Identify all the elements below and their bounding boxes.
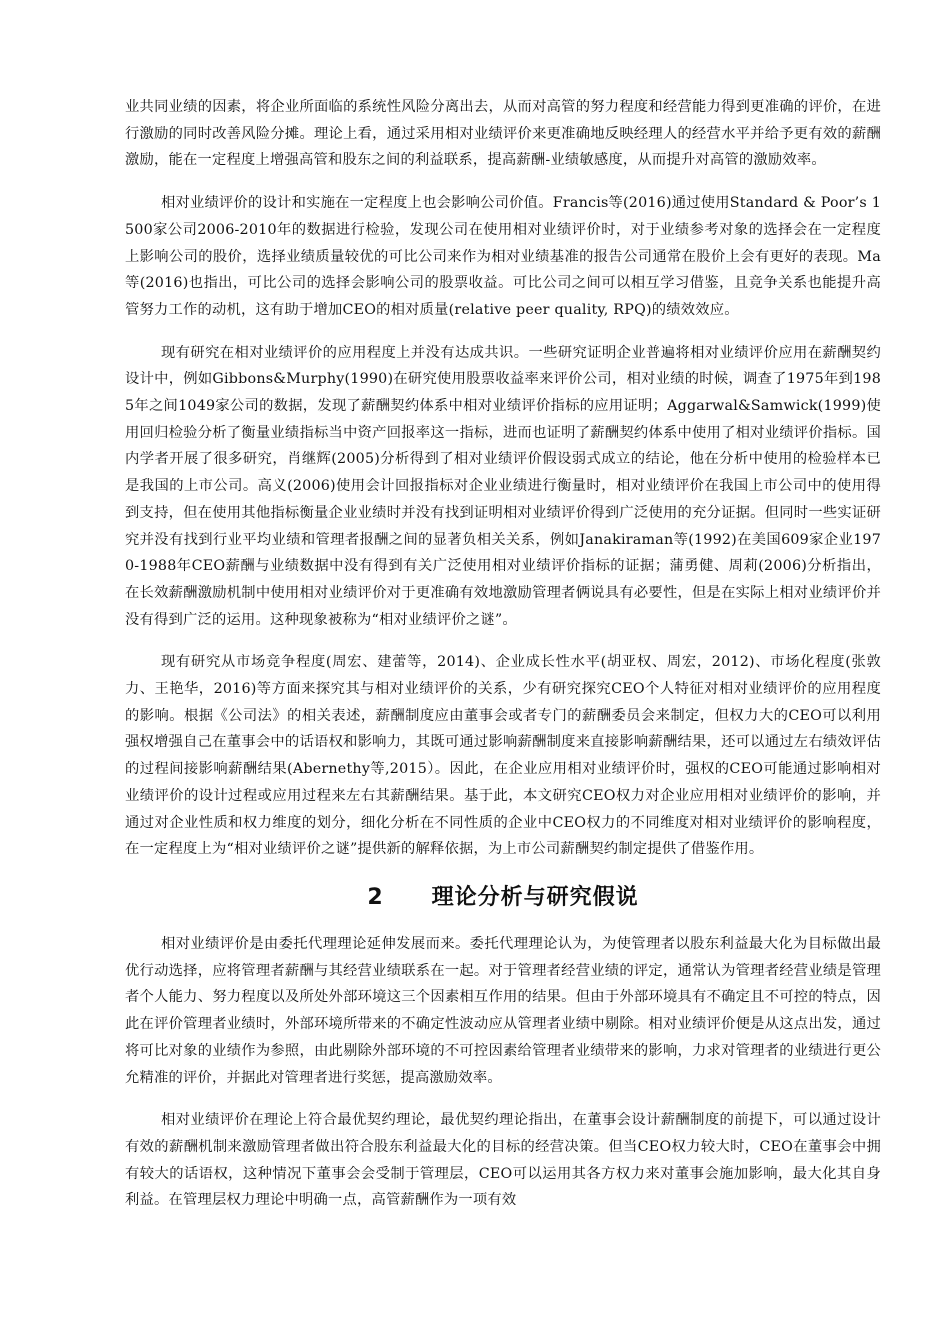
- body-paragraph: 相对业绩评价在理论上符合最优契约理论，最优契约理论指出，在董事会设计薪酬制度的前提下，可以通过设计有效的薪酬机制来激励管理者做出符合股东利益最大化的目标的经营决策。但当CEO权力较大时，CEO在董事会中拥有较大的话语权，这种情况下董事会会受制于管理层，CEO可以运用其各方权力来对董事会施加影响，最大化其自身利益。在管理层权力理论中明确一点，高管薪酬作为一项有效: [125, 1112, 881, 1209]
- section-heading: [125, 883, 881, 913]
- section-title: 理论分析与研究假说: [431, 884, 639, 910]
- body-paragraph: 业共同业绩的因素，将企业所面临的系统性风险分离出去，从而对高管的努力程度和经营能力得到更准确的评价，在进行激励的同时改善风险分摊。理论上看，通过采用相对业绩评价来更准确地反映经理人的经营水平并给予更有效的薪酬激励，能在一定程度上增强高管和股东之间的利益联系，提高薪酬-业绩敏感度，从而提升对高管的激励效率。: [125, 99, 881, 169]
- body-paragraph: 现有研究从市场竞争程度(周宏、建蕾等，2014)、企业成长性水平(胡亚权、周宏，2012)、市场化程度(张敦力、王艳华，2016)等方面来探究其与相对业绩评价的关系，少有研究探究CEO个人特征对相对业绩评价的应用程度的影响。根据《公司法》的相关表述，薪酬制度应由董事会或者专门的薪酬委员会来制定，但权力大的CEO可以利用强权增强自己在董事会中的话语权和影响力，其既可通过影响薪酬制度来直接影响薪酬结果，还可以通过左右绩效评估的过程间接影响薪酬结果(Abernethy等,2015）。因此，在企业应用相对业绩评价时，强权的CEO可能通过影响相对业绩评价的设计过程或应用过程来左右其薪酬结果。基于此，本文研究CEO权力对企业应用相对业绩评价的影响，并通过对企业性质和权力维度的划分，细化分析在不同性质的企业中CEO权力的不同维度对相对业绩评价的影响程度，在一定程度上为“相对业绩评价之谜”提供新的解释依据，为上市公司薪酬契约制定提供了借鉴作用。: [125, 654, 881, 858]
- body-paragraph: 现有研究在相对业绩评价的应用程度上并没有达成共识。一些研究证明企业普遍将相对业绩评价应用在薪酬契约设计中，例如Gibbons&Murphy(1990)在研究使用股票收益率来评价公司，相对业绩的时候，调查了1975年到1985年之间1049家公司的数据，发现了薪酬契约体系中相对业绩评价指标的应用证明；Aggarwal&Samwick(1999)使用回归检验分析了衡量业绩指标当中资产回报率这一指标，进而也证明了薪酬契约体系中使用了相对业绩评价指标。国内学者开展了很多研究，肖继辉(2005)分析得到了相对业绩评价假设弱式成立的结论，他在分析中使用的检验样本已是我国的上市公司。高义(2006)使用会计回报指标对企业业绩进行衡量时，相对业绩评价在我国上市公司中的使用得到支持，但在使用其他指标衡量企业业绩时并没有找到证明相对业绩评价得到广泛使用的充分证据。但同时一些实证研究并没有找到行业平均业绩和管理者报酬之间的显著负相关关系，例如Janakiraman等(1992)在美国609家企业1970-1988年CEO薪酬与业绩数据中没有得到有关广泛使用相对业绩评价指标的证据；蒲勇健、周莉(2006)分析指出，在长效薪酬激励机制中使用相对业绩评价对于更准确有效地激励管理者俩说具有必要性，但是在实际上相对业绩评价并没有得到广泛的运用。这种现象被称为“相对业绩评价之谜”。: [125, 344, 881, 628]
- document-page: [125, 94, 881, 1230]
- body-paragraph: 相对业绩评价是由委托代理理论延伸发展而来。委托代理理论认为，为使管理者以股东利益最大化为目标做出最优行动选择，应将管理者薪酬与其经营业绩联系在一起。对于管理者经营业绩的评定，通常认为管理者经营业绩是管理者个人能力、努力程度以及所处外部环境这三个因素相互作用的结果。但由于外部环境具有不确定且不可控的特点，因此在评价管理者业绩时，外部环境所带来的不确定性波动应从管理者业绩中剔除。相对业绩评价便是从这点出发，通过将可比对象的业绩作为参照，由此剔除外部环境的不可控因素给管理者业绩带来的影响，力求对管理者的业绩进行更公允精准的评价，并据此对管理者进行奖惩，提高激励效率。: [125, 935, 881, 1086]
- section-number: 2: [367, 884, 384, 910]
- body-paragraph: 相对业绩评价的设计和实施在一定程度上也会影响公司价值。Francis等(2016)通过使用Standard & Poor’s 1500家公司2006-2010年的数据进行检验，发现公司在使用相对业绩评价时，对于业绩参考对象的选择会在一定程度上影响公司的股价，选择业绩质量较优的可比公司来作为相对业绩基准的报告公司通常在股价上会有更好的表现。Ma等(2016)也指出，可比公司的选择会影响公司的股票收益。可比公司之间可以相互学习借鉴，且竞争关系也能提升高管努力工作的动机，这有助于增加CEO的相对质量(relative peer quality, RPQ)的绩效效应。: [125, 195, 881, 318]
